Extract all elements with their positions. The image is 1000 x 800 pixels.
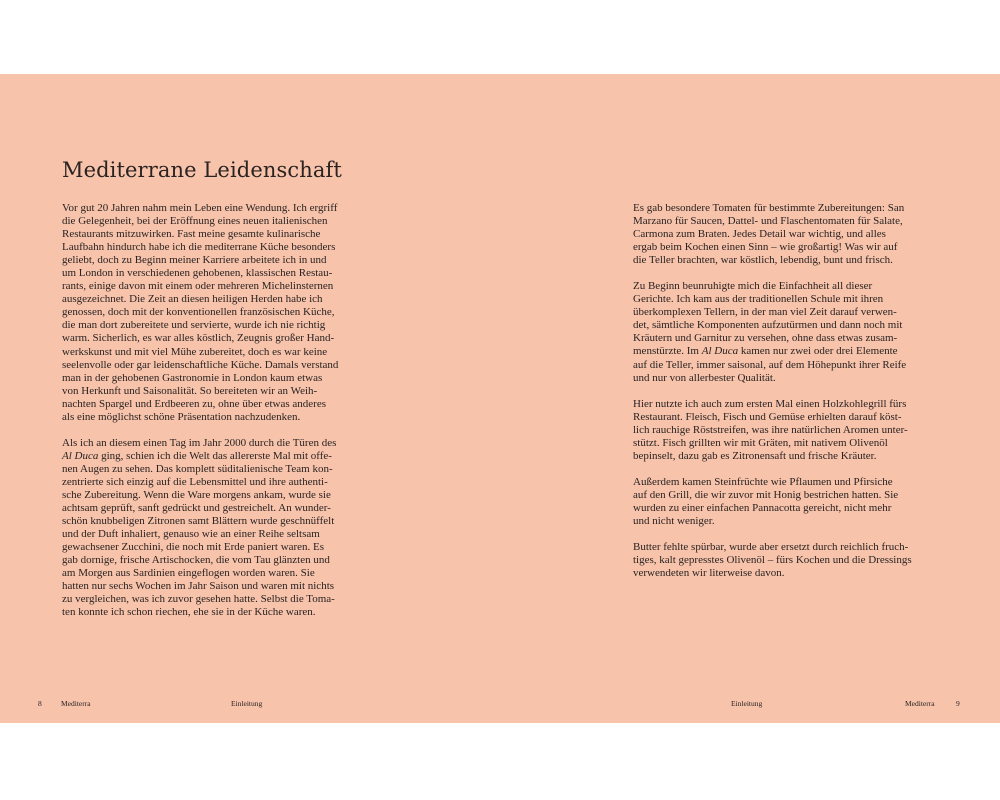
text-line: von Herkunft und Saisonalität. So bereiteten wir an Weih-	[62, 384, 318, 397]
text-line: Restaurant. Fleisch, Fisch und Gemüse erhielten darauf köst-	[633, 410, 902, 423]
book-spread	[0, 74, 1000, 723]
paragraph	[633, 398, 938, 463]
text-line: tiges, kalt gepresstes Olivenöl – fürs Kochen und die Dressings	[633, 554, 912, 567]
paragraph	[633, 202, 938, 267]
text-line: gab dornige, frische Artischocken, die vom Tau glänzten und	[62, 554, 330, 567]
text-line: Als ich an diesem einen Tag im Jahr 2000 durch die Türen des	[62, 436, 337, 449]
text-line: gewachsener Zucchini, die noch mit Erde paniert waren. Es	[62, 541, 325, 554]
text-line: sche Zubereitung. Wenn die Ware morgens ankam, wurde sie	[62, 488, 331, 501]
text-line: man in der gehobenen Gastronomie in London kaum etwas	[62, 371, 323, 384]
text-line: Butter fehlte spürbar, wurde aber ersetzt durch reichlich fruch-	[633, 541, 909, 554]
text-line: ergab beim Kochen einen Sinn – wie großartig! Was wir auf	[633, 241, 898, 254]
text-line: Al Duca ging, schien ich die Welt das allererste Mal mit offe-	[62, 449, 332, 462]
left-page-number: 8	[38, 699, 42, 708]
text-line: und nicht weniger.	[633, 514, 715, 527]
text-line: auf den Grill, die wir zuvor mit Honig bestrichen hatten. Sie	[633, 488, 899, 501]
text-line: Carmona zum Braten. Jedes Detail war wichtig, und alles	[633, 228, 886, 241]
chapter-title: Mediterrane Leidenschaft	[62, 158, 342, 182]
text-line: Gerichte. Ich kam aus der traditionellen Schule mit ihren	[633, 293, 884, 306]
left-book-title: Mediterra	[61, 699, 91, 708]
left-text-column	[62, 202, 367, 632]
text-line: die man dort zubereitete und servierte, wurde ich nie richtig	[62, 319, 326, 332]
right-book-title: Mediterra	[905, 699, 935, 708]
paragraph	[633, 541, 938, 580]
text-line: verwendeten wir literweise davon.	[633, 567, 785, 580]
text-line: seelenvolle oder gar leidenschaftliche Küche. Damals verstand	[62, 358, 339, 371]
text-line: lich rauchige Röststreifen, was ihre natürlichen Aromen unter-	[633, 423, 908, 436]
text-line: zu vergleichen, was ich zuvor gesehen hatte. Selbst die Toma-	[62, 593, 335, 606]
text-line: Zu Beginn beunruhigte mich die Einfachheit all dieser	[633, 280, 873, 293]
text-line: genossen, doch mit der konventionellen französischen Küche,	[62, 306, 335, 319]
text-line: die Teller brachten, war köstlich, lebendig, bunt und frisch.	[633, 254, 893, 267]
text-line: und der Duft inhaliert, genauso wie an einer Reihe seltsam	[62, 528, 320, 541]
text-line: stützt. Fisch grillten wir mit Gräten, mit nativem Olivenöl	[633, 436, 888, 449]
text-line: menstürzte. Im Al Duca kamen nur zwei oder drei Elemente	[633, 345, 898, 358]
text-line: Restaurants mitzuwirken. Fast meine gesamte kulinarische	[62, 228, 321, 241]
text-line: werkskunst und mit viel Mühe zubereitet, doch es war keine	[62, 345, 328, 358]
left-section-name: Einleitung	[231, 699, 263, 708]
text-line: Außerdem kamen Steinfrüchte wie Pflaumen und Pfirsiche	[633, 475, 893, 488]
text-line: Es gab besondere Tomaten für bestimmte Zubereitungen: San	[633, 202, 905, 214]
text-line: die Gelegenheit, bei der Eröffnung eines neuen italienischen	[62, 215, 328, 228]
text-line: Hier nutzte ich auch zum ersten Mal einen Holzkohlegrill fürs	[633, 397, 907, 410]
text-line: nachten Spargel und Erdbeeren zu, ohne über etwas anderes	[62, 397, 326, 410]
text-line: det, sämtliche Komponenten aufzutürmen und dann noch mit	[633, 319, 903, 332]
text-line: bepinselt, dazu gab es Zitronensaft und frische Kräuter.	[633, 449, 877, 462]
paragraph	[633, 476, 938, 528]
text-line: Laufbahn hindurch habe ich die mediterrane Küche besonders	[62, 241, 336, 254]
text-line: Marzano für Saucen, Dattel- und Flaschentomaten für Salate,	[633, 215, 903, 228]
text-line: geliebt, doch zu Beginn meiner Karriere arbeitete ich in und	[62, 254, 327, 267]
text-line: nen Augen zu sehen. Das komplett süditalienische Team kon-	[62, 462, 333, 475]
right-page-number: 9	[956, 699, 960, 708]
text-line: um London in verschiedenen gehobenen, klassischen Restau-	[62, 267, 333, 280]
text-line: Kräutern und Garnitur zu versehen, ohne dass etwas zusam-	[633, 332, 898, 345]
text-line: schön knubbeligen Zitronen samt Blättern wurde geschnüffelt	[62, 515, 335, 528]
right-section-name: Einleitung	[731, 699, 763, 708]
text-line: ten konnte ich schon riechen, ehe sie in der Küche waren.	[62, 606, 316, 619]
text-line: Vor gut 20 Jahren nahm mein Leben eine Wendung. Ich ergriff	[62, 202, 338, 214]
text-line: auf die Teller, immer saisonal, auf dem Höhepunkt ihrer Reife	[633, 358, 907, 371]
text-line: als eine möglichst schöne Präsentation nachzudenken.	[62, 410, 301, 423]
text-line: ausgezeichnet. Die Zeit an diesen heiligen Herden habe ich	[62, 293, 323, 306]
text-line: am Morgen aus Sardinien eingeflogen worden waren. Sie	[62, 567, 315, 580]
right-text-column	[633, 202, 938, 593]
paragraph	[633, 280, 938, 384]
text-line: und nur von allerbester Qualität.	[633, 371, 776, 384]
text-line: achtsam geprüft, sanft gedrückt und gestreichelt. An wunder-	[62, 502, 331, 515]
text-line: zentrierte sich einzig auf die Lebensmittel und ihre authenti-	[62, 475, 328, 488]
text-line: warm. Sicherlich, es war alles köstlich, Zeugnis großer Hand-	[62, 332, 335, 345]
text-line: rants, einige davon mit einem oder mehreren Michelinsternen	[62, 280, 334, 293]
text-line: wurden zu einer einfachen Pannacotta gereicht, nicht mehr	[633, 501, 892, 514]
paragraph	[62, 202, 367, 424]
paragraph	[62, 437, 367, 620]
text-line: überkomplexen Tellern, in der man viel Zeit darauf verwen-	[633, 306, 897, 319]
text-line: hatten nur sechs Wochen im Jahr Saison und waren mit nichts	[62, 580, 335, 593]
